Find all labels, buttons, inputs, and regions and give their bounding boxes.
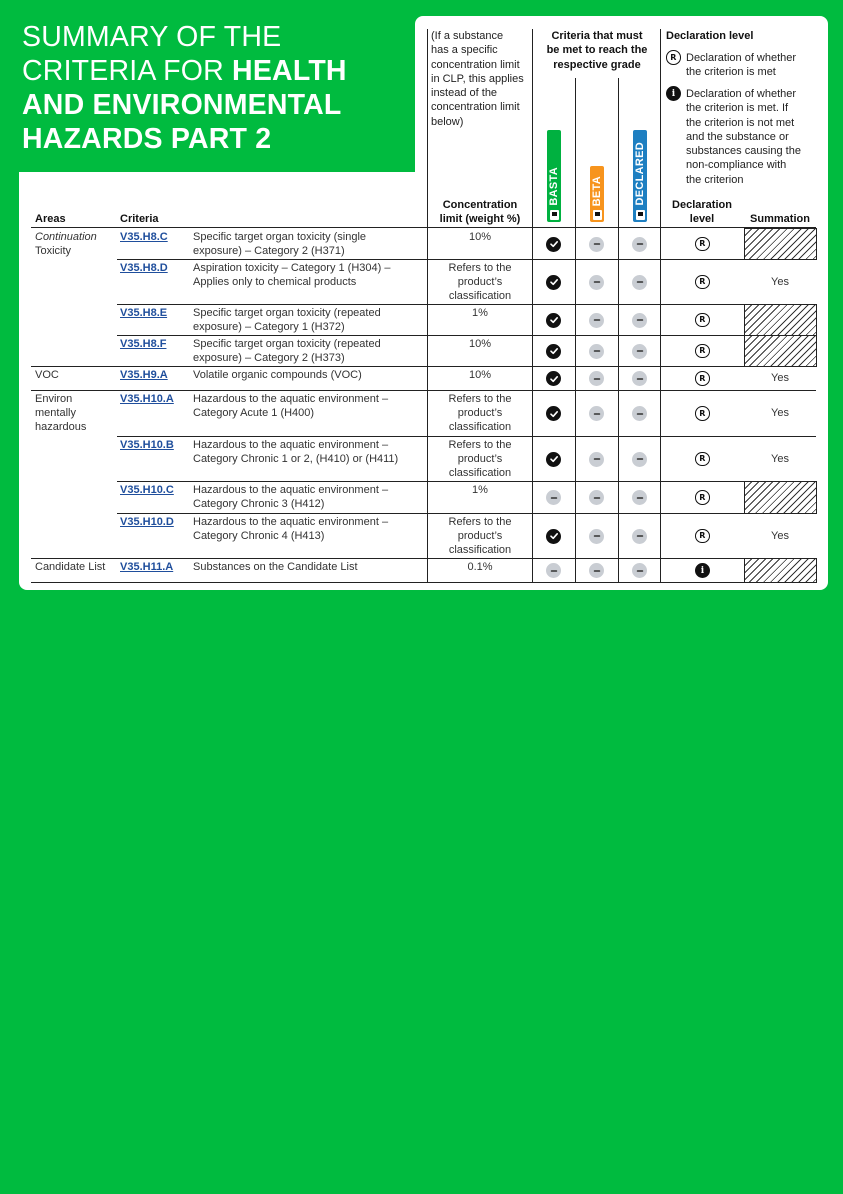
minus-icon (632, 490, 647, 505)
summation-hatched (744, 228, 817, 260)
col-concentration: Concentration limit (weight %) (439, 199, 521, 225)
basta-logo-icon (550, 210, 559, 220)
r-icon (695, 275, 710, 290)
concentration-limit (428, 483, 532, 497)
minus-icon (632, 344, 647, 359)
area-line: Environ (35, 393, 73, 405)
summation-hatched (744, 335, 817, 367)
row-divider (117, 335, 816, 336)
description-line: Aspiration toxicity – Category 1 (H304) – (193, 262, 391, 274)
row-divider (31, 558, 816, 559)
minus-icon (589, 275, 604, 290)
criterion-link[interactable]: V35.H8.D (120, 262, 168, 274)
summation-hatched (744, 558, 817, 583)
legend-i-text: Declaration of whether the criterion is met. If the criterion is not met and the substance or substances causing the non-compliance with the criterion (686, 88, 801, 186)
area-label (35, 230, 117, 258)
criterion-description (193, 483, 425, 511)
minus-icon (632, 371, 647, 386)
row-divider (117, 481, 816, 482)
concentration-line: 10% (468, 231, 492, 243)
area-label (35, 368, 117, 382)
criterion-link[interactable]: V35.H11.A (120, 561, 174, 573)
concentration-note: (If a substance has a specific concentration limit in CLP, this applies instead of the concentration limit below) (431, 30, 524, 128)
check-icon (546, 313, 561, 328)
declaration-symbol: R (699, 239, 706, 249)
row-divider (31, 582, 816, 583)
minus-icon (589, 490, 604, 505)
description-line: Hazardous to the aquatic environment – (193, 516, 389, 528)
minus-icon (632, 237, 647, 252)
concentration-line: classification (448, 467, 512, 479)
criterion-description (193, 438, 425, 466)
minus-icon (589, 563, 604, 578)
row-divider (117, 436, 816, 437)
description-line: Category Chronic 1 or 2, (H410) or (H411) (193, 453, 399, 465)
criterion-link[interactable]: V35.H9.A (120, 369, 168, 381)
r-icon (695, 371, 710, 386)
divider (660, 29, 661, 582)
minus-icon (632, 406, 647, 421)
r-icon (695, 452, 710, 467)
page-title (22, 20, 402, 156)
area-label (35, 392, 117, 434)
summation-value: Yes (771, 407, 789, 419)
table-panel-notch (19, 172, 419, 212)
concentration-line: Refers to the (448, 262, 512, 274)
declaration-symbol: i (700, 565, 705, 576)
description-line: Applies only to chemical products (193, 276, 357, 288)
minus-icon (632, 563, 647, 578)
info-icon (695, 563, 710, 578)
check-icon (546, 371, 561, 386)
description-line: Hazardous to the aquatic environment – (193, 484, 389, 496)
description-line: Specific target organ toxicity (repeated (193, 338, 381, 350)
description-line: Specific target organ toxicity (repeated (193, 307, 381, 319)
concentration-line: 10% (468, 369, 492, 381)
concentration-limit (428, 368, 532, 382)
check-icon (546, 529, 561, 544)
summation-value: Yes (771, 529, 789, 542)
concentration-limit (428, 438, 532, 480)
r-icon (695, 529, 710, 544)
criterion-link[interactable]: V35.H8.C (120, 231, 168, 243)
title-line-4: HAZARDS PART 2 (22, 123, 272, 155)
area-line: VOC (35, 369, 59, 381)
concentration-line: Refers to the (448, 439, 512, 451)
info-icon: i (666, 86, 681, 101)
criterion-link[interactable]: V35.H10.C (120, 484, 174, 496)
summation-value: Yes (771, 372, 789, 384)
concentration-line: Refers to the (448, 393, 512, 405)
declaration-symbol: R (699, 277, 706, 287)
legend-r-text: Declaration of whether the criterion is met (686, 52, 797, 79)
criterion-description (193, 560, 425, 574)
concentration-line: classification (448, 544, 512, 556)
basta-badge: BASTA (547, 130, 561, 222)
declaration-symbol: R (699, 531, 706, 541)
beta-badge: BETA (590, 166, 604, 222)
criterion-link[interactable]: V35.H8.F (120, 338, 167, 350)
minus-icon (589, 406, 604, 421)
criterion-description (193, 230, 425, 258)
declaration-symbol: R (699, 454, 706, 464)
divider (618, 78, 619, 582)
description-line: Substances on the Candidate List (193, 561, 358, 573)
description-line: exposure) – Category 2 (H373) (193, 352, 345, 364)
concentration-limit (428, 392, 532, 434)
criterion-link[interactable]: V35.H10.B (120, 439, 174, 451)
r-icon (695, 344, 710, 359)
r-icon: R (666, 50, 681, 65)
concentration-limit (428, 515, 532, 557)
beta-logo-icon (593, 210, 602, 220)
criteria-must-heading: Criteria that must be met to reach the respective grade (546, 30, 648, 71)
concentration-line: classification (448, 421, 512, 433)
title-line-2-bold: HEALTH (232, 55, 347, 87)
area-line: hazardous (35, 421, 87, 433)
minus-icon (632, 275, 647, 290)
description-line: exposure) – Category 2 (H371) (193, 245, 345, 257)
concentration-line: product’s (457, 453, 503, 465)
check-icon (546, 344, 561, 359)
description-line: Volatile organic compounds (VOC) (193, 369, 362, 381)
summation-hatched (744, 304, 817, 336)
concentration-limit (428, 261, 532, 303)
criterion-link[interactable]: V35.H8.E (120, 307, 168, 319)
criterion-link[interactable]: V35.H10.D (120, 516, 174, 528)
col-declaration: Declaration level (672, 199, 732, 225)
declaration-symbol: R (699, 492, 706, 502)
row-divider (117, 513, 816, 514)
concentration-line: product’s (457, 276, 503, 288)
criterion-description (193, 392, 425, 420)
concentration-limit (428, 337, 532, 351)
check-icon (546, 406, 561, 421)
concentration-line: 10% (468, 338, 492, 350)
row-divider (31, 366, 816, 367)
divider (532, 29, 533, 582)
row-divider (117, 259, 816, 260)
minus-icon (546, 563, 561, 578)
minus-icon (589, 237, 604, 252)
r-icon (695, 313, 710, 328)
concentration-line: classification (448, 290, 512, 302)
concentration-line: product’s (457, 530, 503, 542)
minus-icon (632, 452, 647, 467)
concentration-line: product’s (457, 407, 503, 419)
concentration-limit (428, 230, 532, 244)
concentration-line: 1% (472, 307, 488, 319)
declaration-symbol: R (699, 346, 706, 356)
description-line: Category Chronic 4 (H413) (193, 530, 325, 542)
row-divider (117, 304, 816, 305)
minus-icon (589, 344, 604, 359)
check-icon (546, 452, 561, 467)
area-line: Toxicity (35, 245, 72, 257)
col-criteria: Criteria (120, 213, 159, 225)
r-icon (695, 490, 710, 505)
declaration-level-heading: Declaration level (666, 30, 754, 42)
declared-badge: DECLARED (633, 130, 647, 222)
r-icon (695, 406, 710, 421)
divider (575, 78, 576, 582)
concentration-limit (428, 306, 532, 320)
criterion-link[interactable]: V35.H10.A (120, 393, 174, 405)
minus-icon (589, 529, 604, 544)
description-line: Specific target organ toxicity (single (193, 231, 367, 243)
description-line: Category Acute 1 (H400) (193, 407, 315, 419)
col-areas: Areas (35, 213, 66, 225)
declaration-symbol: R (699, 408, 706, 418)
summation-hatched (744, 481, 817, 514)
minus-icon (589, 313, 604, 328)
criterion-description (193, 337, 425, 365)
row-divider (31, 390, 816, 391)
area-label (35, 560, 117, 574)
criterion-description (193, 261, 425, 289)
title-line-3: AND ENVIRONMENTAL (22, 89, 342, 121)
criterion-description (193, 306, 425, 334)
check-icon (546, 237, 561, 252)
concentration-line: 0.1% (467, 561, 493, 573)
description-line: Hazardous to the aquatic environment – (193, 393, 389, 405)
declared-logo-icon (636, 210, 645, 220)
check-icon (546, 275, 561, 290)
row-divider (31, 227, 816, 228)
minus-icon (632, 313, 647, 328)
area-line: Candidate List (35, 561, 106, 573)
minus-icon (589, 452, 604, 467)
declaration-symbol: R (699, 315, 706, 325)
r-icon (695, 237, 710, 252)
description-line: exposure) – Category 1 (H372) (193, 321, 345, 333)
area-line: Continuation (35, 231, 97, 243)
col-summation: Summation (750, 213, 810, 225)
title-line-1: SUMMARY OF THE (22, 21, 282, 53)
title-line-2: CRITERIA FOR (22, 55, 233, 87)
area-line: mentally (35, 407, 76, 419)
description-line: Category Chronic 3 (H412) (193, 498, 325, 510)
minus-icon (546, 490, 561, 505)
concentration-line: 1% (472, 484, 488, 496)
minus-icon (589, 371, 604, 386)
summation-value: Yes (771, 275, 789, 288)
summation-value: Yes (771, 452, 789, 465)
declaration-symbol: R (699, 373, 706, 383)
criterion-description (193, 515, 425, 543)
concentration-limit (428, 560, 532, 574)
minus-icon (632, 529, 647, 544)
description-line: Hazardous to the aquatic environment – (193, 439, 389, 451)
concentration-line: Refers to the (448, 516, 512, 528)
criterion-description (193, 368, 425, 382)
